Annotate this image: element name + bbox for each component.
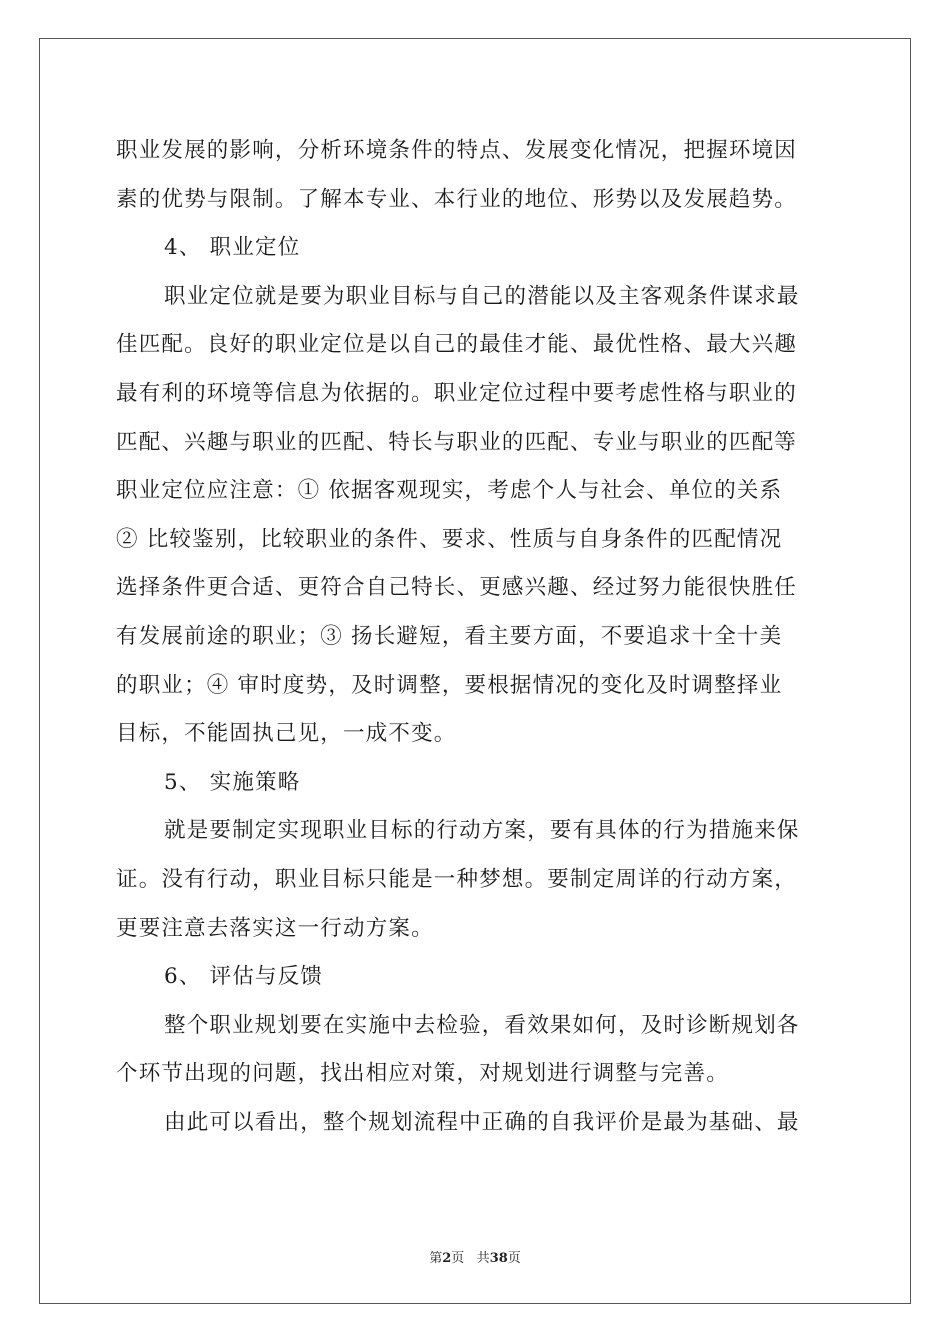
text-line: 证。没有行动，职业目标只能是一种梦想。要制定周详的行动方案， [116, 866, 798, 892]
total-suffix: 页 [507, 1251, 521, 1266]
page-prefix: 第 [429, 1251, 443, 1266]
total-prefix: 共 [476, 1251, 490, 1266]
text-line: 佳匹配。良好的职业定位是以自己的最佳才能、最优性格、最大兴趣 [116, 332, 798, 358]
text-line: 选择条件更合适、更符合自己特长、更感兴趣、经过努力能很快胜任 [116, 575, 798, 601]
text-line: ② 比较鉴别，比较职业的条件、要求、性质与自身条件的匹配情况 [116, 526, 783, 552]
text-line: 素的优势与限制。了解本专业、本行业的地位、形势以及发展趋势。 [116, 186, 798, 212]
text-line: 的职业；④ 审时度势，及时调整，要根据情况的变化及时调整择业 [116, 672, 783, 698]
text-line: 职业发展的影响，分析环境条件的特点、发展变化情况，把握环境因 [116, 138, 798, 163]
text-line: 匹配、兴趣与职业的匹配、特长与职业的匹配、专业与职业的匹配等 [116, 429, 798, 455]
text-line: 最有利的环境等信息为依据的。职业定位过程中要考虑性格与职业的 [116, 380, 798, 406]
text-line: 由此可以看出，整个规划流程中正确的自我评价是最为基础、最 [164, 1109, 800, 1135]
section-heading: 6、 评估与反馈 [164, 964, 324, 990]
total-pages: 38 [489, 1251, 508, 1266]
text-line: 职业定位应注意：① 依据客观现实，考虑个人与社会、单位的关系 [116, 478, 783, 504]
page-suffix: 页 [451, 1251, 465, 1266]
section-heading: 5、 实施策略 [164, 769, 301, 795]
text-line: 有发展前途的职业；③ 扬长避短，看主要方面，不要追求十全十美 [116, 623, 783, 649]
text-line: 职业定位就是要为职业目标与自己的潜能以及主客观条件谋求最 [164, 283, 800, 309]
section-heading: 4、 职业定位 [164, 235, 301, 261]
text-line: 目标，不能固执己见，一成不变。 [116, 721, 457, 747]
text-line: 更要注意去落实这一行动方案。 [116, 915, 434, 941]
text-line: 就是要制定实现职业目标的行动方案，要有具体的行为措施来保 [164, 818, 800, 844]
text-line: 个环节出现的问题，找出相应对策，对规划进行调整与完善。 [116, 1061, 729, 1087]
page-footer [0, 1247, 950, 1266]
document-body [116, 127, 836, 1147]
text-line: 整个职业规划要在实施中去检验，看效果如何，及时诊断规划各 [164, 1012, 800, 1038]
page-number: 2 [442, 1251, 452, 1266]
